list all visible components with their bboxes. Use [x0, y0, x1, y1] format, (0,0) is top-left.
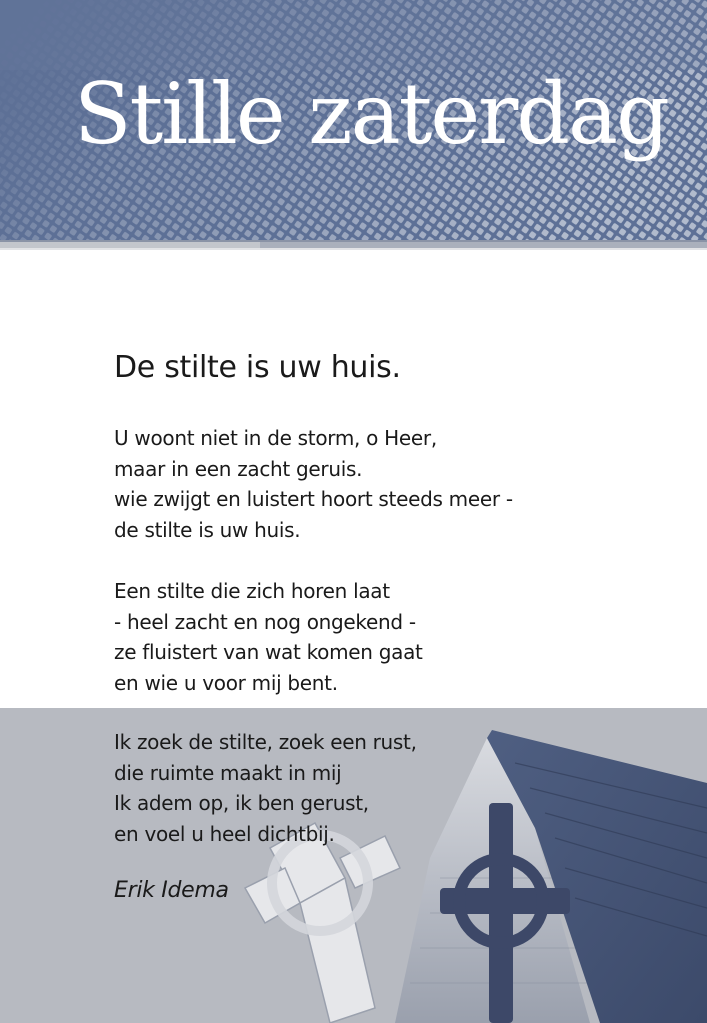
poem-line: U woont niet in de storm, o Heer,	[114, 426, 437, 450]
poem-line: maar in een zacht geruis.	[114, 456, 363, 481]
poem-title: De stilte is uw huis.	[114, 350, 401, 385]
poem-line: wie zwijgt en luistert hoort steeds meer -	[114, 487, 513, 511]
stanza-1	[114, 423, 674, 545]
header-divider	[0, 240, 707, 252]
poem-line: - heel zacht en nog ongekend -	[114, 609, 416, 634]
poem-line: Ik zoek de stilte, zoek een rust,	[114, 730, 417, 754]
page-title: Stille zaterdag	[74, 65, 668, 163]
poem-line: ze fluistert van wat komen gaat	[114, 640, 423, 664]
stanza-2	[114, 576, 674, 698]
stanza-3	[114, 727, 674, 849]
poem-line: en voel u heel dichtbij.	[114, 821, 335, 846]
poem-line: Ik adem op, ik ben gerust,	[114, 791, 369, 815]
header-banner	[0, 0, 707, 240]
poem-line: Een stilte die zich horen laat	[114, 579, 390, 603]
poem-line: en wie u voor mij bent.	[114, 670, 338, 695]
poem-line: die ruimte maakt in mij	[114, 760, 342, 785]
poem-line: de stilte is uw huis.	[114, 517, 301, 542]
poem	[114, 348, 674, 906]
poem-author: Erik Idema	[114, 878, 229, 903]
